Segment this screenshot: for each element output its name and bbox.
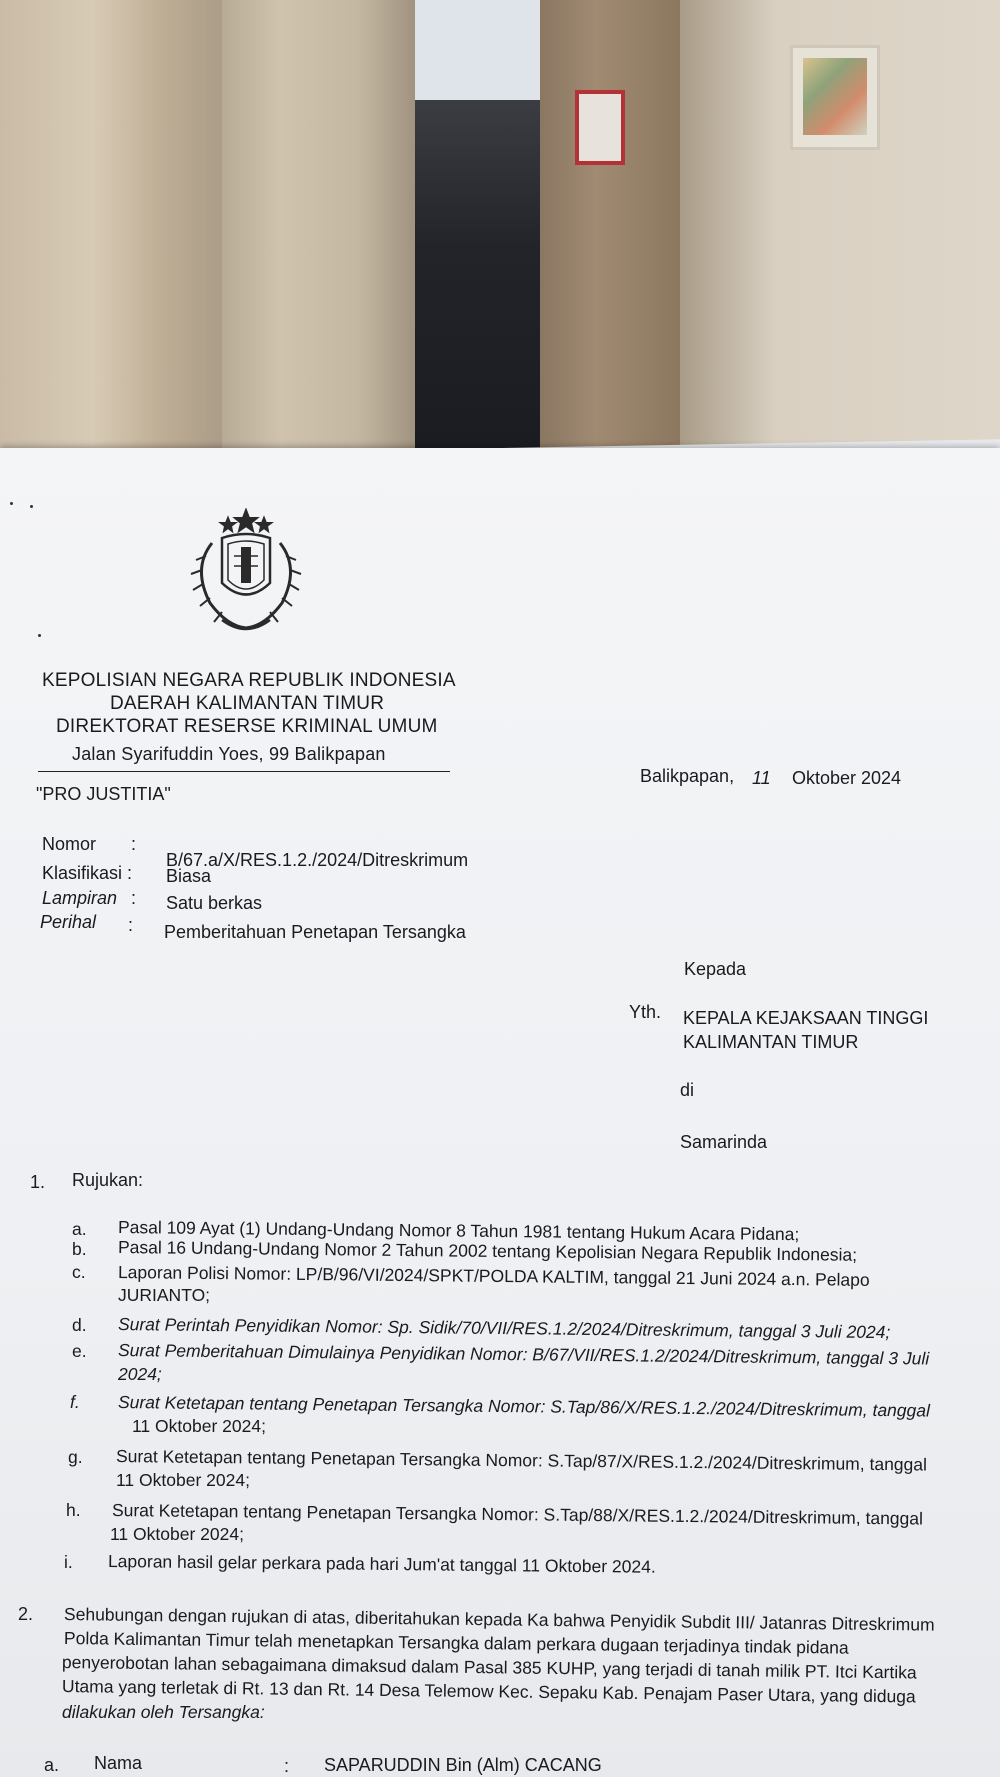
letterhead-divider bbox=[38, 771, 450, 772]
date-city: Balikpapan, bbox=[640, 766, 735, 786]
letterhead-address: Jalan Syarifuddin Yoes, 99 Balikpapan bbox=[72, 744, 386, 764]
background-room bbox=[0, 0, 1000, 470]
meta-value-nomor: B/67.a/X/RES.1.2./2024/Ditreskrimum bbox=[166, 850, 469, 870]
recipient-yth: Yth. bbox=[629, 1002, 662, 1022]
section2-line: Polda Kalimantan Timur telah menetapkan Tersangka dalam perkara dugaan terjadinya tindak pidana bbox=[63, 1628, 849, 1658]
date-day: 11 bbox=[752, 768, 771, 788]
curtain bbox=[0, 0, 230, 470]
meta-sep-lampiran: : bbox=[131, 888, 137, 908]
rujukan-letter: f. bbox=[70, 1392, 80, 1412]
rujukan-letter: b. bbox=[72, 1239, 87, 1259]
rujukan-letter: c. bbox=[72, 1262, 86, 1282]
meta-label-nomor: Nomor bbox=[42, 834, 97, 854]
rujukan-letter: a. bbox=[72, 1219, 87, 1239]
suspect-name: SAPARUDDIN Bin (Alm) CACANG bbox=[324, 1755, 602, 1775]
letterhead-line3: DIREKTORAT RESERSE KRIMINAL UMUM bbox=[56, 716, 438, 737]
section2-line: dilakukan oleh Tersangka: bbox=[62, 1702, 265, 1722]
rujukan-text-cont: 2024; bbox=[118, 1364, 162, 1384]
rujukan-text-cont: JURIANTO; bbox=[118, 1285, 211, 1305]
rujukan-letter: i. bbox=[64, 1552, 73, 1572]
meta-sep-nomor: : bbox=[131, 834, 137, 854]
dark-doorway bbox=[415, 100, 545, 470]
rujukan-text-cont: 11 Oktober 2024; bbox=[132, 1416, 266, 1436]
section2-line: penyerobotan lahan sebagaimana dimaksud dalam Pasal 385 KUHP, yang terjadi di tanah milik PT. Itci Kartika bbox=[61, 1652, 917, 1683]
paper-dot bbox=[30, 505, 33, 508]
rujukan-text: Surat Ketetapan tentang Penetapan Tersangka Nomor: S.Tap/88/X/RES.1.2./2024/Ditreskrimum, tanggal bbox=[111, 1500, 924, 1529]
recipient-kepada: Kepada bbox=[684, 959, 747, 979]
recipient-di: di bbox=[680, 1080, 695, 1100]
meta-value-lampiran: Satu berkas bbox=[166, 893, 263, 913]
police-emblem-icon bbox=[182, 508, 310, 638]
rujukan-text: Surat Ketetapan tentang Penetapan Tersangka Nomor: S.Tap/86/X/RES.1.2./2024/Ditreskrimum, tanggal bbox=[117, 1392, 931, 1421]
pro-justitia-label: "PRO JUSTITIA" bbox=[36, 784, 171, 804]
letter-paper bbox=[0, 448, 1000, 1777]
rujukan-text-cont: 11 Oktober 2024; bbox=[116, 1470, 250, 1490]
door bbox=[540, 0, 680, 470]
meta-value-klasifikasi: Biasa bbox=[166, 866, 212, 886]
rujukan-text: Laporan hasil gelar perkara pada hari Jum'at tanggal 11 Oktober 2024. bbox=[107, 1551, 656, 1577]
doorway-light bbox=[415, 0, 545, 110]
rujukan-letter: g. bbox=[68, 1447, 83, 1467]
suspect-letter: a. bbox=[44, 1755, 60, 1775]
rujukan-text: Laporan Polisi Nomor: LP/B/96/VI/2024/SPKT/POLDA KALTIM, tanggal 21 Juni 2024 a.n. Pelapo bbox=[117, 1262, 870, 1290]
recipient-city: Samarinda bbox=[680, 1132, 768, 1152]
meta-sep-perihal: : bbox=[128, 915, 134, 935]
rujukan-text: Pasal 109 Ayat (1) Undang-Undang Nomor 8 Tahun 1981 tentang Hukum Acara Pidana; bbox=[117, 1217, 800, 1245]
section2-number: 2. bbox=[18, 1604, 34, 1624]
rujukan-letter: e. bbox=[72, 1341, 87, 1361]
section1-number: 1. bbox=[30, 1172, 46, 1192]
letterhead-line1: KEPOLISIAN NEGARA REPUBLIK INDONESIA bbox=[42, 670, 456, 691]
wall-pillar bbox=[222, 0, 417, 470]
paper-dot bbox=[10, 502, 13, 505]
meta-label-perihal: Perihal bbox=[40, 912, 97, 932]
section2-line: Sehubungan dengan rujukan di atas, diberitahukan kepada Ka bahwa Penyidik Subdit III/ Jatanras Ditreskrimum bbox=[63, 1604, 935, 1635]
rujukan-text: Pasal 16 Undang-Undang Nomor 2 Tahun 2002 tentang Kepolisian Negara Republik Indonesia; bbox=[117, 1237, 858, 1265]
meta-label-lampiran: Lampiran bbox=[42, 888, 118, 908]
paper-dot bbox=[38, 634, 41, 637]
rujukan-text-cont: 11 Oktober 2024; bbox=[110, 1524, 244, 1544]
recipient-name-line2: KALIMANTAN TIMUR bbox=[683, 1032, 859, 1052]
rujukan-text: Surat Perintah Penyidikan Nomor: Sp. Sidik/70/VII/RES.1.2/2024/Ditreskrimum, tanggal 3 Juli 2024; bbox=[117, 1314, 891, 1343]
section2-line: Utama yang terletak di Rt. 13 dan Rt. 14 Desa Telemow Kec. Sepaku Kab. Penajam Paser Utara, yang diduga bbox=[61, 1676, 916, 1707]
letterhead-line2: DAERAH KALIMANTAN TIMUR bbox=[110, 693, 385, 714]
rujukan-letter: h. bbox=[66, 1500, 81, 1520]
date-month-year: Oktober 2024 bbox=[792, 768, 902, 788]
section1-title: Rujukan: bbox=[72, 1170, 144, 1190]
rujukan-text: Surat Ketetapan tentang Penetapan Tersangka Nomor: S.Tap/87/X/RES.1.2./2024/Ditreskrimum, tanggal bbox=[115, 1446, 928, 1475]
picture-frame bbox=[790, 45, 880, 150]
recipient-name-line1: KEPALA KEJAKSAAN TINGGI bbox=[683, 1008, 929, 1028]
rujukan-letter: d. bbox=[72, 1315, 87, 1335]
meta-value-perihal: Pemberitahuan Penetapan Tersangka bbox=[164, 922, 466, 942]
rujukan-text: Surat Pemberitahuan Dimulainya Penyidikan Nomor: B/67/VII/RES.1.2/2024/Ditreskrimum, tanggal 3 Juli bbox=[117, 1340, 930, 1369]
door-sign bbox=[575, 90, 625, 165]
suspect-label: Nama bbox=[94, 1753, 143, 1773]
suspect-sep: : bbox=[284, 1756, 290, 1776]
meta-label-klasifikasi: Klasifikasi : bbox=[42, 863, 133, 883]
